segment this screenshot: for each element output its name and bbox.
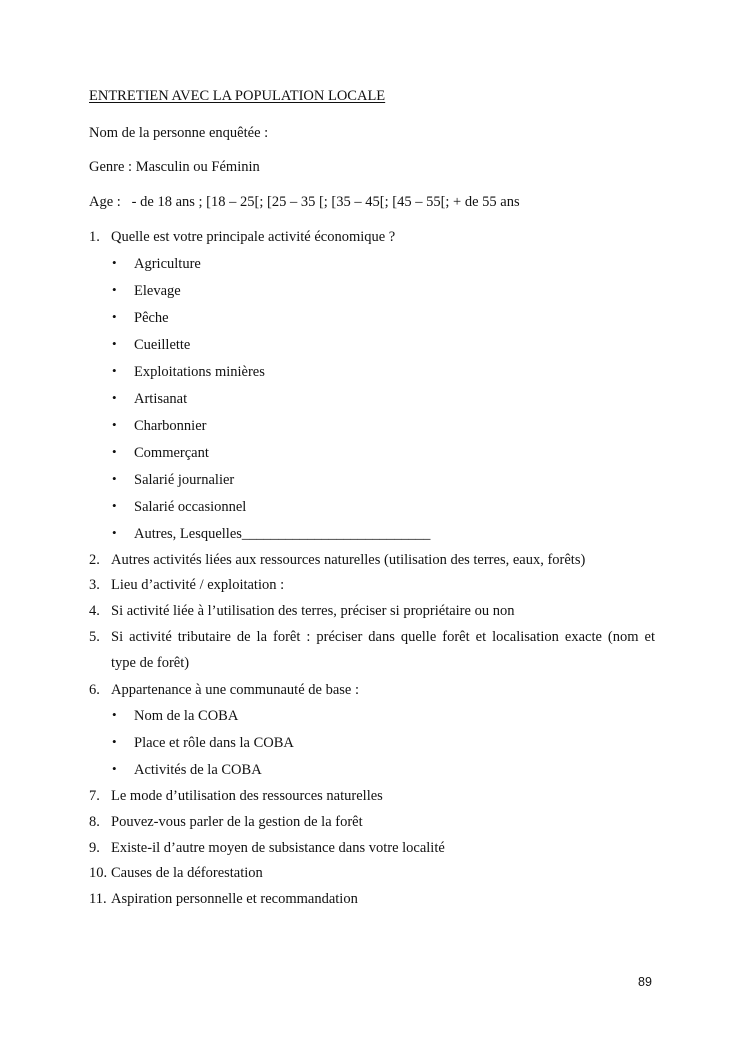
option-text: Exploitations minières bbox=[134, 364, 265, 380]
question-6 bbox=[89, 682, 655, 699]
question-text-line-2: type de forêt) bbox=[111, 655, 190, 671]
option-text: Nom de la COBA bbox=[134, 708, 239, 724]
question-text: Si activité liée à l’utilisation des terres, préciser si propriétaire ou non bbox=[111, 603, 515, 619]
question-3 bbox=[89, 577, 655, 594]
question-number: 8. bbox=[89, 814, 100, 830]
question-9 bbox=[89, 840, 655, 857]
bullet-icon: • bbox=[112, 363, 117, 378]
question-number: 7. bbox=[89, 788, 100, 804]
option-text: Agriculture bbox=[134, 256, 201, 272]
question-11 bbox=[89, 891, 655, 908]
bullet-icon: • bbox=[112, 255, 117, 270]
question-7 bbox=[89, 788, 655, 805]
question-8 bbox=[89, 814, 655, 831]
bullet-icon: • bbox=[112, 282, 117, 297]
bullet-icon: • bbox=[112, 498, 117, 513]
option-text: Salarié journalier bbox=[134, 472, 235, 488]
question-10 bbox=[89, 865, 655, 882]
bullet-icon: • bbox=[112, 417, 117, 432]
question-4 bbox=[89, 603, 655, 620]
bullet-icon: • bbox=[112, 761, 117, 776]
question-number: 5. bbox=[89, 629, 100, 645]
question-number: 2. bbox=[89, 552, 100, 568]
page-number: 89 bbox=[638, 975, 652, 989]
question-number: 6. bbox=[89, 682, 100, 698]
question-number: 1. bbox=[89, 229, 100, 245]
option-text: Salarié occasionnel bbox=[134, 499, 247, 515]
question-5 bbox=[89, 629, 655, 646]
bullet-icon: • bbox=[112, 734, 117, 749]
question-text: Appartenance à une communauté de base : bbox=[111, 682, 360, 698]
option-text: Cueillette bbox=[134, 337, 191, 353]
question-text: Autres activités liées aux ressources naturelles (utilisation des terres, eaux, forêts) bbox=[111, 552, 586, 568]
respondent-name-field: Nom de la personne enquêtée : bbox=[89, 125, 269, 141]
question-text: Causes de la déforestation bbox=[111, 865, 263, 881]
question-number: 3. bbox=[89, 577, 100, 593]
bullet-icon: • bbox=[112, 707, 117, 722]
document-title: ENTRETIEN AVEC LA POPULATION LOCALE bbox=[89, 88, 386, 104]
question-text: Quelle est votre principale activité économique ? bbox=[111, 229, 396, 245]
question-2 bbox=[89, 552, 655, 569]
age-field: Age : - de 18 ans ; [18 – 25[; [25 – 35 [; [35 – 45[; [45 – 55[; + de 55 ans bbox=[89, 194, 520, 210]
question-1 bbox=[89, 229, 655, 246]
option-text: Pêche bbox=[134, 310, 169, 326]
question-text: Existe-il d’autre moyen de subsistance dans votre localité bbox=[111, 840, 445, 856]
question-number: 9. bbox=[89, 840, 100, 856]
question-number: 4. bbox=[89, 603, 100, 619]
question-text: Aspiration personnelle et recommandation bbox=[111, 891, 358, 907]
option-text: Place et rôle dans la COBA bbox=[134, 735, 294, 751]
bullet-icon: • bbox=[112, 525, 117, 540]
question-text: Pouvez-vous parler de la gestion de la forêt bbox=[111, 814, 363, 830]
question-text: Le mode d’utilisation des ressources naturelles bbox=[111, 788, 383, 804]
question-text-line-1: Si activité tributaire de la forêt : préciser dans quelle forêt et localisation exacte (nom et bbox=[111, 629, 655, 645]
option-text: Artisanat bbox=[134, 391, 188, 407]
option-text: Activités de la COBA bbox=[134, 762, 262, 778]
option-text: Autres, Lesquelles__________________________ bbox=[134, 526, 431, 542]
question-number: 11. bbox=[89, 891, 107, 907]
gender-field: Genre : Masculin ou Féminin bbox=[89, 159, 260, 175]
question-number: 10. bbox=[89, 865, 108, 881]
bullet-icon: • bbox=[112, 309, 117, 324]
option-text: Commerçant bbox=[134, 445, 209, 461]
bullet-icon: • bbox=[112, 444, 117, 459]
option-text: Charbonnier bbox=[134, 418, 207, 434]
question-text: Lieu d’activité / exploitation : bbox=[111, 577, 285, 593]
bullet-icon: • bbox=[112, 390, 117, 405]
bullet-icon: • bbox=[112, 336, 117, 351]
option-text: Elevage bbox=[134, 283, 181, 299]
bullet-icon: • bbox=[112, 471, 117, 486]
